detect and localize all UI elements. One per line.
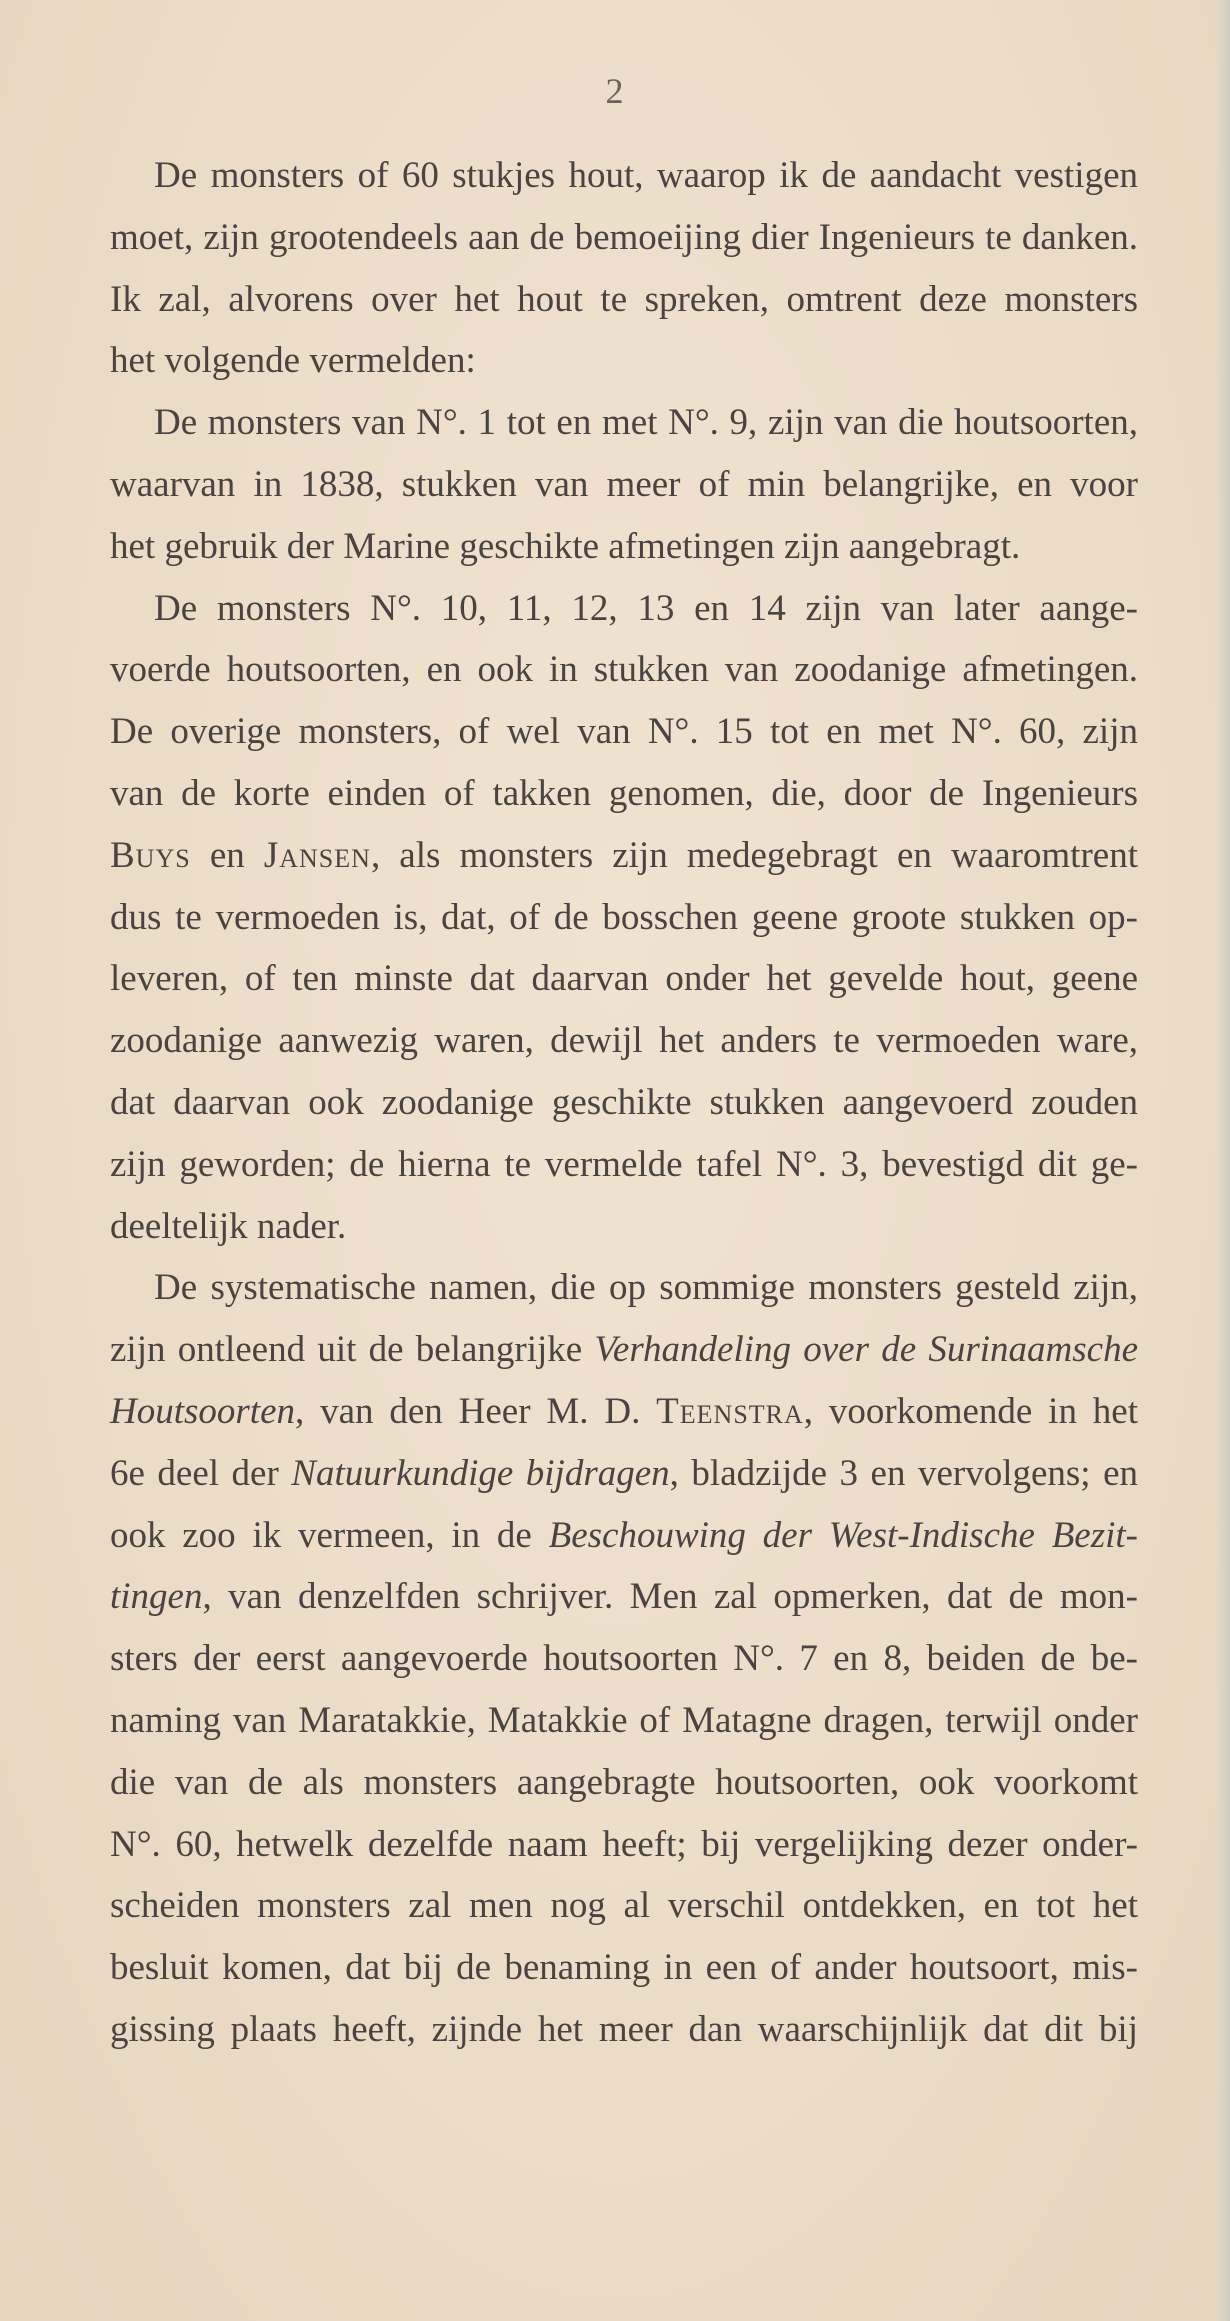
- text-line: [110, 948, 1138, 1010]
- text-line: [110, 1690, 1138, 1752]
- text-line: [110, 1319, 1138, 1381]
- text-run: Ik zal, alvorens over het hout te spreken, omtrent deze monsters: [110, 278, 1138, 320]
- text-run: van de korte einden of takken genomen, die, door de Ingenieurs: [110, 772, 1138, 814]
- text-run: besluit komen, dat bij de benaming in een of ander houtsoort, mis-: [110, 1947, 1138, 1989]
- text-run: , van denzelfden schrijver. Men zal opmerken, dat de mon-: [202, 1576, 1138, 1618]
- text-run: en: [190, 834, 264, 876]
- text-run: , bladzijde 3 en vervolgens; en: [669, 1452, 1138, 1494]
- name-text: Jansen: [263, 834, 371, 876]
- text-line: [110, 1937, 1138, 1999]
- text-run: moet, zijn grootendeels aan de bemoeijing dier Ingenieurs te danken.: [110, 216, 1138, 258]
- text-run: De monsters N°. 10, 11, 12, 13 en 14 zijn van later aange-: [154, 587, 1138, 629]
- italic-text: Houtsoorten: [110, 1390, 295, 1432]
- text-line: [110, 825, 1138, 887]
- text-line: [110, 1814, 1138, 1876]
- text-run: voerde houtsoorten, en ook in stukken van zoodanige afmetingen.: [110, 649, 1138, 691]
- text-line: [110, 516, 1138, 578]
- italic-text: Natuurkundige bijdragen: [291, 1452, 670, 1494]
- text-line: [110, 1010, 1138, 1072]
- text-run: waarvan in 1838, stukken van meer of min belangrijke, en voor: [110, 463, 1138, 505]
- text-line: [110, 1999, 1138, 2061]
- text-line: [110, 1628, 1138, 1690]
- text-line: [110, 454, 1138, 516]
- text-line: [110, 701, 1138, 763]
- text-run: naming van Maratakkie, Matakkie of Matagne dragen, terwijl onder: [110, 1699, 1138, 1741]
- text-run: zoodanige aanwezig waren, dewijl het anders te vermoeden ware,: [110, 1020, 1138, 1062]
- text-run: , als monsters zijn medegebragt en waaromtrent: [370, 834, 1138, 876]
- text-line: [110, 1752, 1138, 1814]
- text-run: , voorkomende in het: [803, 1390, 1138, 1432]
- text-line: [110, 1875, 1138, 1937]
- text-line: [110, 1566, 1138, 1628]
- text-line: [110, 269, 1138, 331]
- text-run: het gebruik der Marine geschikte afmetingen zijn aangebragt.: [110, 525, 1021, 567]
- text-line: [110, 330, 1138, 392]
- text-line: [110, 207, 1138, 269]
- text-line: [110, 1443, 1138, 1505]
- text-run: ook zoo ik vermeen, in de: [110, 1514, 549, 1556]
- text-run: De systematische namen, die op sommige monsters gesteld zijn,: [154, 1267, 1138, 1309]
- text-line: [110, 763, 1138, 825]
- text-line: [110, 887, 1138, 949]
- text-run: gissing plaats heeft, zijnde het meer dan waarschijnlijk dat dit bij: [110, 2008, 1138, 2050]
- name-text: Buys: [110, 834, 191, 876]
- italic-text: tingen: [110, 1576, 203, 1618]
- text-line: [110, 578, 1138, 640]
- text-run: N°. 60, hetwelk dezelfde naam heeft; bij vergelijking dezer onder-: [110, 1823, 1138, 1865]
- text-line: [110, 392, 1138, 454]
- text-line: [110, 145, 1138, 207]
- text-run: De monsters van N°. 1 tot en met N°. 9, zijn van die houtsoorten,: [154, 402, 1138, 444]
- text-run: sters der eerst aangevoerde houtsoorten N°. 7 en 8, beiden de be-: [110, 1638, 1138, 1680]
- text-run: 6e deel der: [110, 1452, 292, 1494]
- text-line: [110, 1134, 1138, 1196]
- text-line: [110, 1381, 1138, 1443]
- text-line: [110, 1072, 1138, 1134]
- text-line: [110, 1257, 1138, 1319]
- italic-text: Verhandeling over de Surinaamsche: [594, 1329, 1138, 1371]
- text-run: De overige monsters, of wel van N°. 15 tot en met N°. 60, zijn: [110, 711, 1138, 753]
- page-edge: [1216, 0, 1230, 2321]
- text-run: leveren, of ten minste dat daarvan onder het gevelde hout, geene: [110, 958, 1138, 1000]
- text-run: die van de als monsters aangebragte houtsoorten, ook voorkomt: [110, 1761, 1138, 1803]
- italic-text: Beschouwing der West-Indische Bezit-: [548, 1514, 1138, 1556]
- text-line: [110, 1196, 1138, 1258]
- text-run: deeltelijk nader.: [110, 1205, 347, 1247]
- text-run: zijn ontleend uit de belangrijke: [110, 1329, 595, 1371]
- body-text: [110, 145, 1138, 2061]
- text-run: dat daarvan ook zoodanige geschikte stukken aangevoerd zouden: [110, 1081, 1138, 1123]
- text-run: , van den Heer M. D.: [295, 1390, 657, 1432]
- text-run: De monsters of 60 stukjes hout, waarop ik de aandacht vestigen: [154, 155, 1138, 196]
- text-run: zijn geworden; de hierna te vermelde tafel N°. 3, bevestigd dit ge-: [110, 1143, 1138, 1185]
- text-run: scheiden monsters zal men nog al verschil ontdekken, en tot het: [110, 1885, 1138, 1927]
- name-text: Teenstra: [656, 1390, 804, 1432]
- text-line: [110, 639, 1138, 701]
- text-run: dus te vermoeden is, dat, of de bosschen geene groote stukken op-: [110, 896, 1138, 938]
- page-number: 2: [605, 71, 625, 111]
- text-line: [110, 1505, 1138, 1567]
- text-run: het volgende vermelden:: [110, 340, 476, 382]
